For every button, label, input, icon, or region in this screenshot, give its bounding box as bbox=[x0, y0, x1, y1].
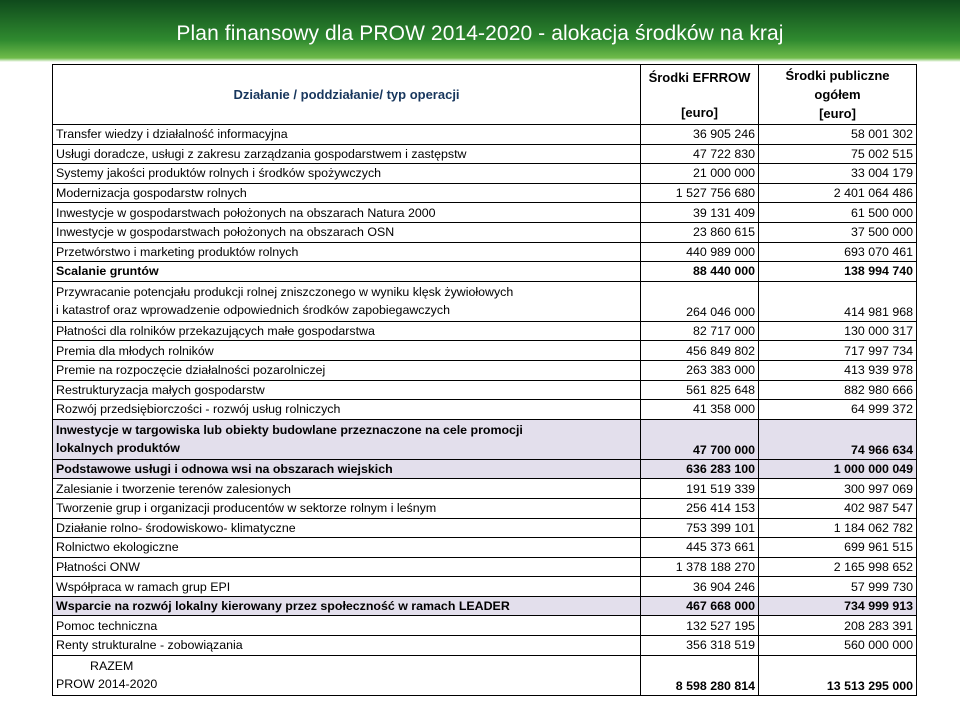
table-row bbox=[53, 518, 917, 538]
row-name: Rozwój przedsiębiorczości - rozwój usług rolniczych bbox=[53, 400, 641, 420]
table-row bbox=[53, 498, 917, 518]
row-public: 414 981 968 bbox=[759, 281, 917, 321]
header-action-label: Działanie / poddziałanie/ typ operacji bbox=[53, 65, 641, 125]
row-name bbox=[53, 281, 641, 321]
row-name: Premia dla młodych rolników bbox=[53, 341, 641, 361]
row-public: 300 997 069 bbox=[759, 479, 917, 499]
header-efrrow bbox=[641, 65, 759, 125]
row-name-line-1: Przywracanie potencjału produkcji rolnej zniszczonego w wyniku klęsk żywiołowych bbox=[56, 285, 514, 300]
row-efrrow: 445 373 661 bbox=[641, 538, 759, 558]
row-efrrow: 440 989 000 bbox=[641, 242, 759, 262]
row-name-line-1: Inwestycje w targowiska lub obiekty budowlane przeznaczone na cele promocji bbox=[56, 423, 523, 438]
row-efrrow: 36 905 246 bbox=[641, 125, 759, 145]
row-public: 75 002 515 bbox=[759, 144, 917, 164]
row-public: 2 401 064 486 bbox=[759, 183, 917, 203]
total-efrrow: 8 598 280 814 bbox=[641, 655, 759, 695]
row-efrrow: 132 527 195 bbox=[641, 616, 759, 636]
row-name: Restrukturyzacja małych gospodarstw bbox=[53, 380, 641, 400]
row-public: 693 070 461 bbox=[759, 242, 917, 262]
table-row bbox=[53, 616, 917, 636]
row-name: Zalesianie i tworzenie terenów zalesionych bbox=[53, 479, 641, 499]
row-public: 2 165 998 652 bbox=[759, 557, 917, 577]
table-row bbox=[53, 183, 917, 203]
row-efrrow: 264 046 000 bbox=[641, 281, 759, 321]
row-name: Renty strukturalne - zobowiązania bbox=[53, 636, 641, 656]
row-name: Tworzenie grup i organizacji producentów w sektorze rolnym i leśnym bbox=[53, 498, 641, 518]
row-public: 402 987 547 bbox=[759, 498, 917, 518]
row-efrrow: 256 414 153 bbox=[641, 498, 759, 518]
row-efrrow: 88 440 000 bbox=[641, 262, 759, 282]
row-public: 57 999 730 bbox=[759, 577, 917, 597]
table-row bbox=[53, 360, 917, 380]
table-header-row bbox=[53, 65, 917, 125]
row-name-line-2: i katastrof oraz wprowadzenie odpowiednich środków zapobiegawczych bbox=[56, 303, 450, 318]
row-public: 74 966 634 bbox=[759, 419, 917, 459]
row-efrrow: 23 860 615 bbox=[641, 222, 759, 242]
row-name: Rolnictwo ekologiczne bbox=[53, 538, 641, 558]
table-row bbox=[53, 321, 917, 341]
total-public: 13 513 295 000 bbox=[759, 655, 917, 695]
row-name: Systemy jakości produktów rolnych i środków spożywczych bbox=[53, 164, 641, 184]
row-name: Przetwórstwo i marketing produktów rolnych bbox=[53, 242, 641, 262]
page-title: Plan finansowy dla PROW 2014-2020 - alokacja środków na kraj bbox=[176, 22, 784, 45]
row-efrrow: 191 519 339 bbox=[641, 479, 759, 499]
row-public: 58 001 302 bbox=[759, 125, 917, 145]
row-name: Inwestycje w gospodarstwach położonych na obszarach Natura 2000 bbox=[53, 203, 641, 223]
row-public: 61 500 000 bbox=[759, 203, 917, 223]
table-row bbox=[53, 577, 917, 597]
row-name: Modernizacja gospodarstw rolnych bbox=[53, 183, 641, 203]
row-public: 413 939 978 bbox=[759, 360, 917, 380]
row-efrrow: 36 904 246 bbox=[641, 577, 759, 597]
table-row bbox=[53, 144, 917, 164]
table-row bbox=[53, 242, 917, 262]
row-efrrow: 39 131 409 bbox=[641, 203, 759, 223]
table-row bbox=[53, 281, 917, 321]
header-public-title-1: Środki publiczne bbox=[785, 68, 890, 83]
row-efrrow: 467 668 000 bbox=[641, 596, 759, 616]
table-row-highlighted bbox=[53, 459, 917, 479]
row-public: 33 004 179 bbox=[759, 164, 917, 184]
row-efrrow: 47 700 000 bbox=[641, 419, 759, 459]
row-public: 560 000 000 bbox=[759, 636, 917, 656]
total-label bbox=[53, 655, 641, 695]
table-row bbox=[53, 538, 917, 558]
row-efrrow: 82 717 000 bbox=[641, 321, 759, 341]
row-public: 699 961 515 bbox=[759, 538, 917, 558]
row-efrrow: 356 318 519 bbox=[641, 636, 759, 656]
row-efrrow: 21 000 000 bbox=[641, 164, 759, 184]
row-public: 1 000 000 049 bbox=[759, 459, 917, 479]
header-efrrow-title: Środki EFRROW bbox=[648, 69, 751, 85]
row-public: 64 999 372 bbox=[759, 400, 917, 420]
row-name-line-2: lokalnych produktów bbox=[56, 441, 180, 456]
table-row bbox=[53, 341, 917, 361]
row-efrrow: 561 825 648 bbox=[641, 380, 759, 400]
row-public: 882 980 666 bbox=[759, 380, 917, 400]
total-label-line-1: RAZEM bbox=[90, 659, 134, 674]
table-row bbox=[53, 636, 917, 656]
row-public: 717 997 734 bbox=[759, 341, 917, 361]
row-efrrow: 47 722 830 bbox=[641, 144, 759, 164]
table-row bbox=[53, 125, 917, 145]
row-name: Płatności ONW bbox=[53, 557, 641, 577]
row-public: 734 999 913 bbox=[759, 596, 917, 616]
row-name: Działanie rolno- środowiskowo- klimatyczne bbox=[53, 518, 641, 538]
header-public-title-2: ogółem bbox=[814, 87, 861, 102]
table-row-highlighted bbox=[53, 419, 917, 459]
row-name: Pomoc techniczna bbox=[53, 616, 641, 636]
table-row bbox=[53, 222, 917, 242]
row-name: Podstawowe usługi i odnowa wsi na obszarach wiejskich bbox=[53, 459, 641, 479]
row-name: Płatności dla rolników przekazujących małe gospodarstwa bbox=[53, 321, 641, 341]
row-name: Scalanie gruntów bbox=[53, 262, 641, 282]
total-row bbox=[53, 655, 917, 695]
row-public: 37 500 000 bbox=[759, 222, 917, 242]
header-public-unit: [euro] bbox=[819, 106, 856, 121]
table-row bbox=[53, 479, 917, 499]
row-name: Inwestycje w gospodarstwach położonych na obszarach OSN bbox=[53, 222, 641, 242]
table-row bbox=[53, 164, 917, 184]
total-label-line-2: PROW 2014-2020 bbox=[56, 677, 158, 692]
row-name: Wsparcie na rozwój lokalny kierowany przez społeczność w ramach LEADER bbox=[53, 596, 641, 616]
row-efrrow: 263 383 000 bbox=[641, 360, 759, 380]
table-row-highlighted bbox=[53, 262, 917, 282]
row-efrrow: 41 358 000 bbox=[641, 400, 759, 420]
table-row bbox=[53, 400, 917, 420]
row-public: 208 283 391 bbox=[759, 616, 917, 636]
row-name: Współpraca w ramach grup EPI bbox=[53, 577, 641, 597]
header-efrrow-unit: [euro] bbox=[681, 104, 718, 120]
header-public bbox=[759, 65, 917, 125]
row-efrrow: 456 849 802 bbox=[641, 341, 759, 361]
row-name: Transfer wiedzy i działalność informacyjna bbox=[53, 125, 641, 145]
row-efrrow: 1 527 756 680 bbox=[641, 183, 759, 203]
row-efrrow: 1 378 188 270 bbox=[641, 557, 759, 577]
table-row bbox=[53, 380, 917, 400]
table-row bbox=[53, 557, 917, 577]
row-public: 130 000 317 bbox=[759, 321, 917, 341]
row-efrrow: 753 399 101 bbox=[641, 518, 759, 538]
table-row bbox=[53, 203, 917, 223]
row-name: Usługi doradcze, usługi z zakresu zarządzania gospodarstwem i zastępstw bbox=[53, 144, 641, 164]
row-efrrow: 636 283 100 bbox=[641, 459, 759, 479]
row-name bbox=[53, 419, 641, 459]
row-public: 1 184 062 782 bbox=[759, 518, 917, 538]
row-public: 138 994 740 bbox=[759, 262, 917, 282]
financial-plan-table bbox=[52, 64, 917, 696]
row-name: Premie na rozpoczęcie działalności pozarolniczej bbox=[53, 360, 641, 380]
table-row-highlighted bbox=[53, 596, 917, 616]
